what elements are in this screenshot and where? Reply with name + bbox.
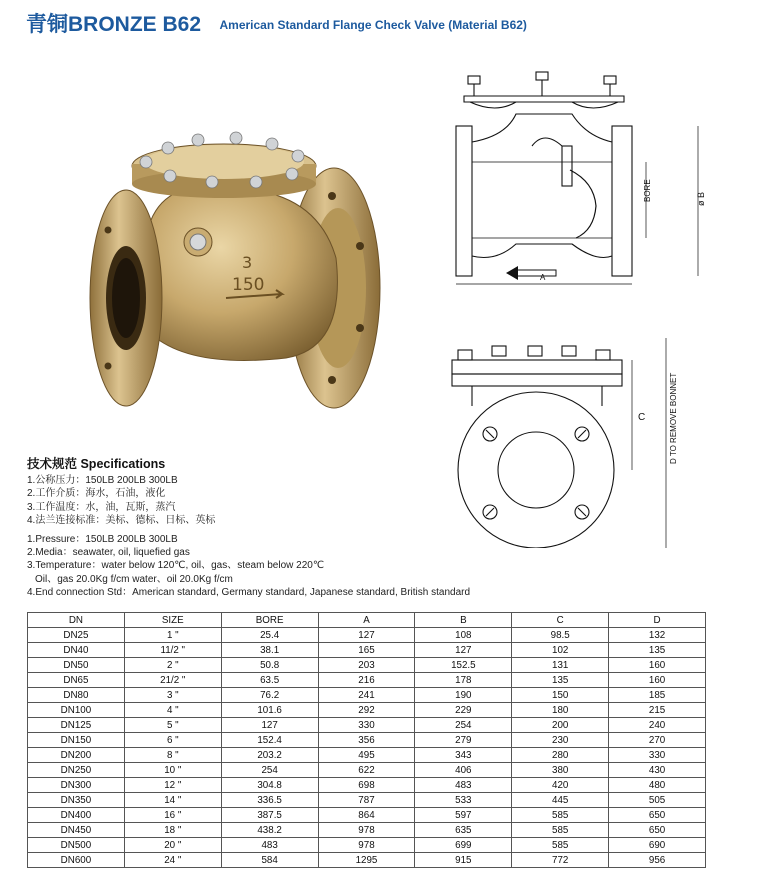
table-cell: DN40 (28, 643, 125, 658)
table-cell: 20 " (124, 838, 221, 853)
casting-mark-class: 150 (232, 275, 265, 295)
table-cell: 8 " (124, 748, 221, 763)
table-cell: 18 " (124, 823, 221, 838)
table-cell: 650 (609, 808, 706, 823)
table-cell: DN350 (28, 793, 125, 808)
dim-a-label: A (540, 273, 546, 282)
col-header-b: B (415, 613, 512, 628)
table-cell: DN250 (28, 763, 125, 778)
table-cell: 185 (609, 688, 706, 703)
spec-en-line: Oil、gas 20.0Kg f/cm water、oil 20.0Kg f/cm (35, 573, 233, 585)
table-cell: 203.2 (221, 748, 318, 763)
table-cell: 190 (415, 688, 512, 703)
table-row (28, 658, 706, 673)
table-cell: 160 (609, 673, 706, 688)
table-cell: 1 " (124, 628, 221, 643)
table-cell: DN150 (28, 733, 125, 748)
table-cell: DN200 (28, 748, 125, 763)
table-cell: 330 (609, 748, 706, 763)
table-cell: 480 (609, 778, 706, 793)
table-cell: 356 (318, 733, 415, 748)
table-cell: 292 (318, 703, 415, 718)
table-cell: 254 (415, 718, 512, 733)
col-header-c: C (512, 613, 609, 628)
table-row (28, 793, 706, 808)
dim-b-label: ø B (696, 191, 706, 206)
table-cell: 6 " (124, 733, 221, 748)
table-cell: 585 (512, 823, 609, 838)
table-cell: 21/2 " (124, 673, 221, 688)
table-cell: 127 (221, 718, 318, 733)
table-cell: 241 (318, 688, 415, 703)
table-cell: 240 (609, 718, 706, 733)
table-cell: 200 (512, 718, 609, 733)
table-cell: 178 (415, 673, 512, 688)
table-cell: 98.5 (512, 628, 609, 643)
table-cell: 101.6 (221, 703, 318, 718)
table-cell: DN100 (28, 703, 125, 718)
table-cell: DN600 (28, 853, 125, 868)
table-row (28, 808, 706, 823)
specifications (27, 458, 470, 599)
table-cell: 131 (512, 658, 609, 673)
table-cell: 699 (415, 838, 512, 853)
spec-cn-line: 2.工作介质：海水，石油，液化 (27, 488, 166, 500)
table-header-row (28, 613, 706, 628)
table-cell: 304.8 (221, 778, 318, 793)
table-row (28, 688, 706, 703)
col-header-size: SIZE (124, 613, 221, 628)
table-cell: DN25 (28, 628, 125, 643)
table-cell: 387.5 (221, 808, 318, 823)
table-cell: 5 " (124, 718, 221, 733)
table-cell: 160 (609, 658, 706, 673)
table-cell: 698 (318, 778, 415, 793)
table-cell: 380 (512, 763, 609, 778)
table-cell: 978 (318, 838, 415, 853)
table-row (28, 748, 706, 763)
table-cell: 584 (221, 853, 318, 868)
valve-photo (86, 118, 392, 422)
table-cell: 24 " (124, 853, 221, 868)
table-cell: 4 " (124, 703, 221, 718)
table-cell: 230 (512, 733, 609, 748)
table-cell: 270 (609, 733, 706, 748)
table-cell: 16 " (124, 808, 221, 823)
table-cell: 650 (609, 823, 706, 838)
spec-en-line: 2.Media：seawater, oil, liquefied gas (27, 547, 190, 559)
table-cell: 483 (221, 838, 318, 853)
table-cell: 135 (609, 643, 706, 658)
table-cell: 127 (415, 643, 512, 658)
table-cell: 635 (415, 823, 512, 838)
table-cell: DN50 (28, 658, 125, 673)
spec-en-line: 3.Temperature：water below 120℃, oil、gas、steam below 220℃ (27, 560, 325, 572)
table-cell: 215 (609, 703, 706, 718)
table-cell: 533 (415, 793, 512, 808)
spec-cn-line: 1.公称压力：150LB 200LB 300LB (27, 475, 178, 487)
table-cell: 135 (512, 673, 609, 688)
table-cell: DN125 (28, 718, 125, 733)
table-cell: 915 (415, 853, 512, 868)
table-cell: 483 (415, 778, 512, 793)
table-cell: 772 (512, 853, 609, 868)
table-cell: 585 (512, 808, 609, 823)
table-cell: 76.2 (221, 688, 318, 703)
table-cell: 10 " (124, 763, 221, 778)
table-cell: 108 (415, 628, 512, 643)
section-drawing (436, 66, 726, 292)
table-cell: 25.4 (221, 628, 318, 643)
table-cell: 152.4 (221, 733, 318, 748)
table-cell: 11/2 " (124, 643, 221, 658)
page-subtitle: American Standard Flange Check Valve (Material B62) (219, 18, 527, 32)
dim-c-label: C (638, 412, 646, 423)
table-cell: 279 (415, 733, 512, 748)
table-cell: 2 " (124, 658, 221, 673)
col-header-a: A (318, 613, 415, 628)
table-cell: 165 (318, 643, 415, 658)
table-cell: 280 (512, 748, 609, 763)
table-row (28, 763, 706, 778)
table-cell: 495 (318, 748, 415, 763)
table-row (28, 718, 706, 733)
table-cell: DN450 (28, 823, 125, 838)
table-cell: 787 (318, 793, 415, 808)
table-cell: 597 (415, 808, 512, 823)
table-cell: 180 (512, 703, 609, 718)
table-cell: 864 (318, 808, 415, 823)
table-cell: 132 (609, 628, 706, 643)
table-row (28, 733, 706, 748)
table-cell: DN80 (28, 688, 125, 703)
col-header-d: D (609, 613, 706, 628)
spec-en-line: 4.End connection Std：American standard, Germany standard, Japanese standard, British standard (27, 586, 471, 598)
table-cell: 63.5 (221, 673, 318, 688)
dim-bore-label: BORE (643, 179, 652, 202)
table-row (28, 853, 706, 868)
table-cell: 438.2 (221, 823, 318, 838)
table-cell: 102 (512, 643, 609, 658)
spec-cn-line: 3.工作温度：水，油，瓦斯，蒸汽 (27, 501, 176, 513)
table-row (28, 823, 706, 838)
table-cell: 956 (609, 853, 706, 868)
table-cell: 585 (512, 838, 609, 853)
spec-heading: 技术规范 Specifications (27, 457, 166, 471)
table-cell: DN400 (28, 808, 125, 823)
table-cell: 127 (318, 628, 415, 643)
col-header-bore: BORE (221, 613, 318, 628)
table-cell: DN500 (28, 838, 125, 853)
table-cell: 203 (318, 658, 415, 673)
table-cell: 330 (318, 718, 415, 733)
table-cell: 406 (415, 763, 512, 778)
spec-cn-line: 4.法兰连接标准：美标、德标、日标、英标 (27, 514, 216, 526)
dimension-table (27, 612, 706, 868)
table-cell: 14 " (124, 793, 221, 808)
table-cell: 978 (318, 823, 415, 838)
table-row (28, 643, 706, 658)
spec-en-line: 1.Pressure：150LB 200LB 300LB (27, 534, 178, 546)
table-cell: 12 " (124, 778, 221, 793)
table-row (28, 838, 706, 853)
table-cell: 343 (415, 748, 512, 763)
end-view-drawing (436, 330, 726, 548)
table-cell: DN300 (28, 778, 125, 793)
table-cell: 254 (221, 763, 318, 778)
table-row (28, 703, 706, 718)
page-title: 青铜BRONZE B62 (26, 13, 202, 36)
table-cell: 420 (512, 778, 609, 793)
table-cell: 505 (609, 793, 706, 808)
table-cell: 336.5 (221, 793, 318, 808)
table-cell: 1295 (318, 853, 415, 868)
table-cell: 50.8 (221, 658, 318, 673)
table-cell: 229 (415, 703, 512, 718)
table-cell: 690 (609, 838, 706, 853)
table-cell: 622 (318, 763, 415, 778)
table-cell: DN65 (28, 673, 125, 688)
table-cell: 3 " (124, 688, 221, 703)
table-cell: 216 (318, 673, 415, 688)
table-row (28, 778, 706, 793)
table-row (28, 673, 706, 688)
table-cell: 152.5 (415, 658, 512, 673)
table-cell: 150 (512, 688, 609, 703)
page-header (26, 8, 527, 38)
dim-d-label: D TO REMOVE BONNET (669, 372, 678, 464)
table-cell: 430 (609, 763, 706, 778)
table-row (28, 628, 706, 643)
table-cell: 38.1 (221, 643, 318, 658)
casting-mark-size: 3 (242, 253, 253, 272)
table-cell: 445 (512, 793, 609, 808)
col-header-dn: DN (28, 613, 125, 628)
